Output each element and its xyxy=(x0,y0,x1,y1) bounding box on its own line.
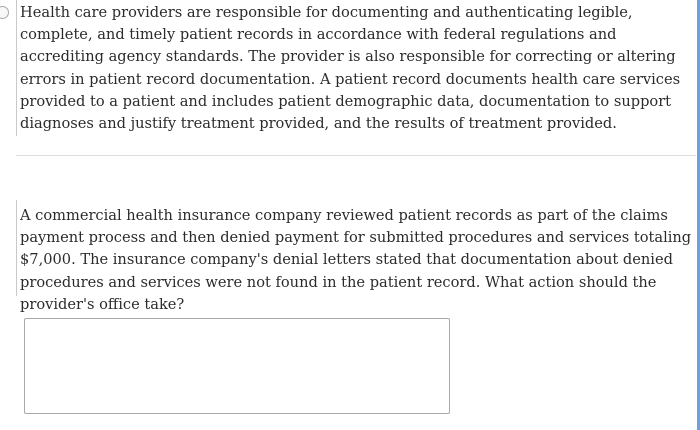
section-divider xyxy=(16,155,696,156)
option-text: Health care providers are responsible for documenting and authenticating legible, complete, and timely patient records in accordance with federal regulations and accrediting agency standards. The provider is also responsible for correcting or altering errors in patient record documentation. A patient record documents health care services provided to a patient and includes patient demographic data, documentation to support diagnoses and justify treatment provided, and the results of treatment provided. xyxy=(20,4,681,133)
question-left-border xyxy=(16,200,17,296)
radio-button[interactable] xyxy=(0,6,9,19)
question-text: A commercial health insurance company reviewed patient records as part of the claims payment process and then denied payment for submitted procedures and services totaling $7,000. The insurance company's denial letters stated that documentation about denied procedures and services were not found in the patient record. What action should the provider's office take? xyxy=(20,207,692,313)
answer-textarea[interactable] xyxy=(24,318,450,414)
option-left-border xyxy=(16,0,17,136)
